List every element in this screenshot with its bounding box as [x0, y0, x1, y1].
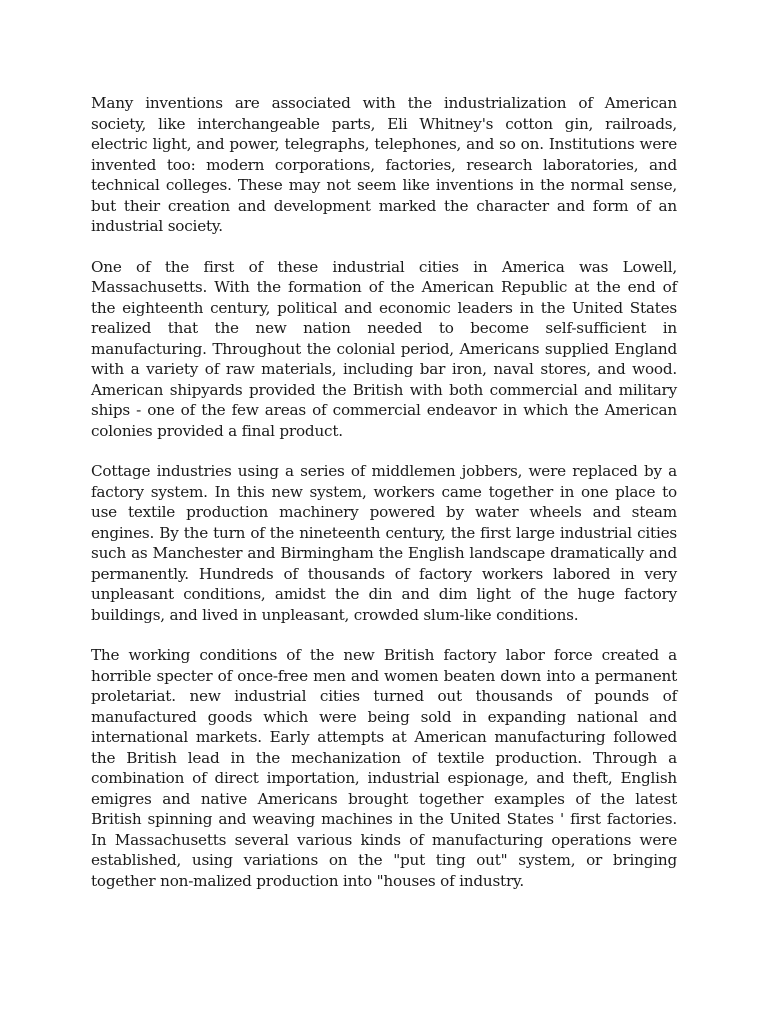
document-page [91, 93, 677, 911]
paragraph-1: Many inventions are associated with the industrialization of American society, like interchangeable parts, Eli Whitney's cotton gin, railroads, electric light, and power, telegraphs, telephones, and so on. Institutions were invented too: modern corporations, factories, research laboratories, and technical colleges. These may not seem like inventions in the normal sense, but their creation and development marked the character and form of an industrial society. [91, 94, 677, 235]
paragraph-3: Cottage industries using a series of middlemen jobbers, were replaced by a factory system. In this new system, workers came together in one place to use textile production machinery powered by water wheels and steam engines. By the turn of the nineteenth century, the first large industrial cities such as Manchester and Birmingham the English landscape dramatically and permanently. Hundreds of thousands of factory workers labored in very unpleasant conditions, amidst the din and dim light of the huge factory buildings, and lived in unpleasant, crowded slum-like conditions. [91, 462, 677, 624]
paragraph-2: One of the first of these industrial cities in America was Lowell, Massachusetts. With the formation of the American Republic at the end of the eighteenth century, political and economic leaders in the United States realized that the new nation needed to become self-sufficient in manufacturing. Throughout the colonial period, Americans supplied England with a variety of raw materials, including bar iron, naval stores, and wood. American shipyards provided the British with both commercial and military ships - one of the few areas of commercial endeavor in which the American colonies provided a final product. [91, 257, 677, 440]
paragraph-4: The working conditions of the new British factory labor force created a horrible specter of once-free men and women beaten down into a permanent proletariat. new industrial cities turned out thousands of pounds of manufactured goods which were being sold in expanding national and international markets. Early attempts at American manufacturing followed the British lead in the mechanization of textile production. Through a combination of direct importation, industrial espionage, and theft, English emigres and native Americans brought together examples of the latest British spinning and weaving machines in the United States ' first factories. In Massachusetts several various kinds of manufacturing operations were established, using variations on the "put ting out" system, or bringing together non-malized production into "houses of industry. [91, 646, 677, 890]
